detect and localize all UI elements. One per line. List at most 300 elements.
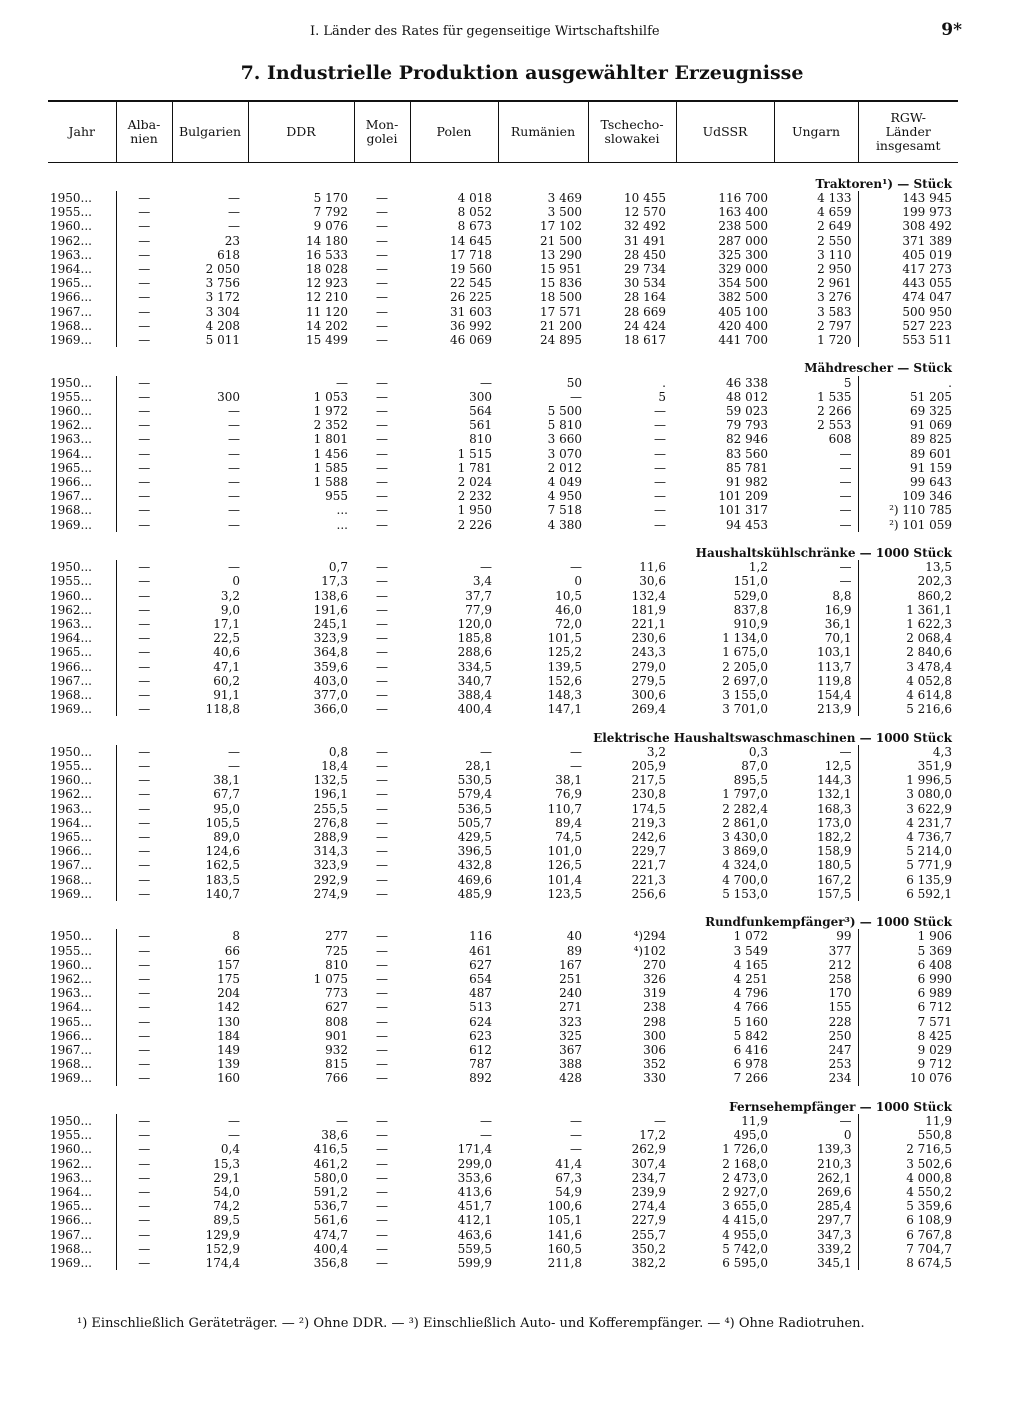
cell-rgw-total: 143 945	[858, 191, 958, 205]
cell-tschechoslowakei: 230,6	[631, 631, 666, 646]
cell-ddr: 277	[325, 929, 348, 944]
cell-ungarn: 258	[828, 972, 852, 986]
cell-year: 1968...	[48, 1057, 116, 1071]
cell-mongolei: —	[376, 872, 388, 887]
cell-albanien: —	[138, 574, 151, 589]
cell-tschechoslowakei: —	[654, 503, 666, 518]
cell-ddr: 773	[325, 986, 348, 1001]
cell-ungarn: 36,1	[824, 616, 852, 631]
cell-polen: 463,6	[457, 1227, 492, 1242]
cell-albanien: —	[138, 602, 151, 617]
cell-albanien: —	[138, 489, 151, 504]
cell-ungarn: —	[839, 574, 852, 589]
cell-udssr: 4 766	[733, 1000, 768, 1015]
col-header-tschechoslowakei: Tschecho- slowakei	[588, 101, 676, 162]
col-header-polen: Polen	[410, 101, 498, 162]
cell-mongolei: —	[376, 261, 388, 276]
cell-tschechoslowakei: 32 492	[624, 219, 666, 234]
cell-udssr: 6 978	[733, 1057, 768, 1072]
cell-rumaenien: 167	[559, 957, 582, 972]
cell-mongolei: —	[376, 702, 388, 717]
cell-polen: —	[480, 1128, 492, 1143]
cell-bulgarien: 139	[217, 1057, 240, 1072]
col-header-jahr: Jahr	[48, 101, 116, 162]
cell-bulgarien: 60,2	[213, 673, 240, 688]
cell-year: 1962...	[48, 234, 116, 248]
cell-year: 1966...	[48, 290, 116, 304]
cell-tschechoslowakei: 31 491	[624, 233, 666, 248]
cell-ddr: 2 352	[313, 418, 348, 433]
cell-year: 1964...	[48, 631, 116, 645]
cell-rgw-total: 371 389	[858, 234, 958, 248]
cell-mongolei: —	[376, 687, 388, 702]
cell-ungarn: 99	[836, 929, 852, 944]
cell-mongolei: —	[376, 1227, 388, 1242]
table-row	[48, 1043, 958, 1057]
table-row	[48, 1171, 958, 1185]
cell-rumaenien: 110,7	[547, 801, 582, 816]
cell-ungarn: 132,1	[817, 787, 852, 802]
cell-mongolei: —	[376, 787, 388, 802]
cell-year: 1950...	[48, 560, 116, 574]
cell-rgw-total: 5 216,6	[858, 702, 958, 716]
cell-tschechoslowakei: 306	[643, 1043, 666, 1058]
table-row	[48, 688, 958, 702]
cell-rgw-total: 4 052,8	[858, 674, 958, 688]
table-row	[48, 958, 958, 972]
cell-mongolei: —	[376, 1170, 388, 1185]
cell-tschechoslowakei: ⁴)102	[633, 943, 666, 958]
cell-tschechoslowakei: 30,6	[639, 574, 666, 589]
cell-polen: 120,0	[457, 616, 492, 631]
cell-year: 1965...	[48, 1015, 116, 1029]
cell-mongolei: —	[376, 560, 388, 575]
cell-ungarn: 16,9	[824, 602, 852, 617]
cell-albanien: —	[138, 332, 151, 347]
cell-year: 1962...	[48, 418, 116, 432]
cell-polen: 2 226	[457, 517, 492, 532]
cell-ddr: 38,6	[321, 1128, 348, 1143]
cell-year: 1967...	[48, 1228, 116, 1242]
cell-bulgarien: 38,1	[213, 773, 240, 788]
cell-rumaenien: 2 012	[547, 460, 582, 475]
cell-udssr: 5 160	[733, 1014, 768, 1029]
cell-tschechoslowakei: 221,3	[631, 872, 666, 887]
cell-albanien: —	[138, 1000, 151, 1015]
cell-tschechoslowakei: 3,2	[646, 744, 666, 759]
cell-polen: 8 673	[457, 219, 492, 234]
cell-rumaenien: 50	[566, 375, 582, 390]
cell-year: 1967...	[48, 305, 116, 319]
cell-rumaenien: 211,8	[547, 1256, 582, 1271]
cell-albanien: —	[138, 787, 151, 802]
table-row	[48, 1071, 958, 1085]
cell-ungarn: 155	[828, 1000, 852, 1015]
cell-ungarn: —	[839, 744, 852, 759]
cell-udssr: 1 675,0	[722, 645, 768, 660]
cell-tschechoslowakei: 242,6	[631, 829, 666, 844]
cell-ddr: 196,1	[313, 787, 348, 802]
cell-polen: 1 515	[457, 446, 492, 461]
cell-year: 1960...	[48, 404, 116, 418]
cell-polen: —	[480, 744, 492, 759]
cell-ddr: 810	[325, 957, 348, 972]
cell-polen: 787	[469, 1057, 492, 1072]
cell-tschechoslowakei: 279,5	[631, 673, 666, 688]
section-gap	[48, 532, 958, 546]
cell-rgw-total: 9 712	[858, 1057, 958, 1071]
cell-mongolei: —	[376, 1114, 388, 1129]
cell-bulgarien: —	[228, 503, 240, 518]
table-row	[48, 887, 958, 901]
cell-year: 1965...	[48, 830, 116, 844]
cell-ddr: 17,3	[321, 574, 348, 589]
section-title: Rundfunkempfänger³) — 1000 Stück	[705, 915, 952, 930]
cell-polen: 8 052	[457, 205, 492, 220]
cell-tschechoslowakei: 28 450	[624, 247, 666, 262]
cell-bulgarien: 66	[224, 943, 240, 958]
cell-rumaenien: 367	[559, 1043, 582, 1058]
cell-ddr: 292,9	[313, 872, 348, 887]
table-row	[48, 873, 958, 887]
cell-rgw-total: 5 369	[858, 944, 958, 958]
cell-rgw-total: 6 989	[858, 986, 958, 1000]
cell-year: 1965...	[48, 1199, 116, 1213]
cell-year: 1964...	[48, 447, 116, 461]
cell-ddr: 815	[325, 1057, 348, 1072]
cell-udssr: 101 209	[718, 489, 768, 504]
cell-mongolei: —	[376, 815, 388, 830]
cell-rgw-total: 89 825	[858, 432, 958, 446]
cell-mongolei: —	[376, 844, 388, 859]
cell-tschechoslowakei: 174,5	[631, 801, 666, 816]
table-row	[48, 674, 958, 688]
cell-tschechoslowakei: 132,4	[631, 588, 666, 603]
table-row	[48, 574, 958, 588]
cell-udssr: 5 153,0	[722, 886, 768, 901]
cell-ddr: 1 456	[313, 446, 348, 461]
cell-rumaenien: 125,2	[547, 645, 582, 660]
table-row	[48, 447, 958, 461]
cell-mongolei: —	[376, 247, 388, 262]
cell-udssr: 4 251	[733, 972, 768, 986]
cell-rgw-total: 5 771,9	[858, 858, 958, 872]
cell-albanien: —	[138, 1014, 151, 1029]
cell-year: 1966...	[48, 475, 116, 489]
cell-rgw-total: 6 108,9	[858, 1213, 958, 1227]
cell-bulgarien: 3 304	[205, 304, 240, 319]
cell-ungarn: 2 961	[817, 276, 852, 291]
cell-mongolei: —	[376, 801, 388, 816]
cell-mongolei: —	[376, 460, 388, 475]
cell-ddr: 901	[325, 1028, 348, 1043]
cell-rgw-total: 1 996,5	[858, 773, 958, 787]
table-row	[48, 205, 958, 219]
table-header	[48, 101, 958, 162]
cell-rumaenien: 13 290	[540, 247, 582, 262]
cell-rgw-total: 6 592,1	[858, 887, 958, 901]
cell-tschechoslowakei: 352	[643, 1057, 666, 1072]
cell-ddr: ...	[336, 517, 348, 532]
cell-udssr: 1,2	[748, 560, 768, 575]
cell-rgw-total: 10 076	[858, 1071, 958, 1085]
cell-tschechoslowakei: 330	[643, 1071, 666, 1086]
cell-rumaenien: 15 951	[540, 261, 582, 276]
table-row	[48, 844, 958, 858]
cell-ddr: 274,9	[313, 886, 348, 901]
cell-mongolei: —	[376, 588, 388, 603]
cell-albanien: —	[138, 261, 151, 276]
cell-albanien: —	[138, 943, 151, 958]
cell-ddr: ...	[336, 503, 348, 518]
table-row	[48, 745, 958, 759]
cell-rgw-total: 199 973	[858, 205, 958, 219]
cell-tschechoslowakei: 229,7	[631, 844, 666, 859]
table-row	[48, 816, 958, 830]
cell-polen: 2 024	[457, 474, 492, 489]
cell-tschechoslowakei: 10 455	[624, 190, 666, 205]
cell-ungarn: 3 276	[817, 290, 852, 305]
cell-ddr: 288,9	[313, 829, 348, 844]
cell-bulgarien: 17,1	[213, 616, 240, 631]
cell-tschechoslowakei: 221,7	[631, 858, 666, 873]
cell-polen: 185,8	[457, 631, 492, 646]
cell-rgw-total: 1 622,3	[858, 617, 958, 631]
cell-polen: 536,5	[457, 801, 492, 816]
cell-ungarn: —	[839, 446, 852, 461]
cell-mongolei: —	[376, 1028, 388, 1043]
cell-rumaenien: 126,5	[547, 858, 582, 873]
cell-albanien: —	[138, 702, 151, 717]
cell-bulgarien: —	[228, 205, 240, 220]
cell-mongolei: —	[376, 773, 388, 788]
table-row	[48, 248, 958, 262]
cell-bulgarien: 174,4	[205, 1256, 240, 1271]
cell-albanien: —	[138, 801, 151, 816]
cell-ungarn: 285,4	[817, 1199, 852, 1214]
cell-albanien: —	[138, 858, 151, 873]
cell-ddr: 808	[325, 1014, 348, 1029]
cell-bulgarien: 157	[217, 957, 240, 972]
cell-tschechoslowakei: 274,4	[631, 1199, 666, 1214]
cell-ungarn: —	[839, 560, 852, 575]
cell-bulgarien: 618	[217, 247, 240, 262]
section-heading	[48, 1100, 958, 1114]
cell-mongolei: —	[376, 290, 388, 305]
cell-bulgarien: 3 172	[205, 290, 240, 305]
cell-ungarn: 4 133	[817, 190, 852, 205]
cell-ungarn: 144,3	[817, 773, 852, 788]
cell-bulgarien: 15,3	[213, 1156, 240, 1171]
table-row	[48, 787, 958, 801]
cell-year: 1969...	[48, 1071, 116, 1085]
cell-udssr: 441 700	[718, 332, 768, 347]
cell-rgw-total: 6 408	[858, 958, 958, 972]
cell-albanien: —	[138, 1256, 151, 1271]
cell-year: 1967...	[48, 858, 116, 872]
section-heading	[48, 731, 958, 745]
cell-rgw-total: 69 325	[858, 404, 958, 418]
cell-bulgarien: 118,8	[205, 702, 240, 717]
cell-udssr: 1 072	[733, 929, 768, 944]
cell-rumaenien: 4 049	[547, 474, 582, 489]
cell-polen: 77,9	[465, 602, 492, 617]
cell-polen: 654	[469, 972, 492, 986]
cell-ungarn: 212	[828, 957, 852, 972]
cell-bulgarien: 67,7	[213, 787, 240, 802]
cell-year: 1960...	[48, 773, 116, 787]
cell-rgw-total: 51 205	[858, 390, 958, 404]
cell-ddr: 15 499	[306, 332, 348, 347]
cell-year: 1960...	[48, 589, 116, 603]
table-row	[48, 617, 958, 631]
cell-udssr: 7 266	[733, 1071, 768, 1086]
cell-mongolei: —	[376, 744, 388, 759]
cell-rgw-total: 2 068,4	[858, 631, 958, 645]
cell-ddr: 314,3	[313, 844, 348, 859]
table-row	[48, 1057, 958, 1071]
cell-bulgarien: 2 050	[205, 261, 240, 276]
table-row	[48, 1213, 958, 1227]
cell-ungarn: 8,8	[832, 588, 852, 603]
cell-albanien: —	[138, 276, 151, 291]
table-row	[48, 929, 958, 943]
cell-rgw-total: 2 716,5	[858, 1142, 958, 1156]
cell-ddr: 725	[325, 943, 348, 958]
cell-tschechoslowakei: 243,3	[631, 645, 666, 660]
cell-udssr: 6 595,0	[722, 1256, 768, 1271]
cell-ungarn: 103,1	[817, 645, 852, 660]
cell-ddr: 627	[325, 1000, 348, 1015]
col-header-ungarn: Ungarn	[774, 101, 858, 162]
cell-ungarn: 608	[828, 432, 852, 447]
cell-ddr: 14 180	[306, 233, 348, 248]
section-gap	[48, 162, 958, 177]
cell-ungarn: 0	[843, 1128, 852, 1143]
cell-polen: 513	[469, 1000, 492, 1015]
table-row	[48, 986, 958, 1000]
col-header-rgw-total: RGW- Länder insgesamt	[858, 101, 958, 162]
cell-udssr: 2 168,0	[722, 1156, 768, 1171]
cell-ungarn: —	[839, 474, 852, 489]
cell-year: 1963...	[48, 802, 116, 816]
cell-mongolei: —	[376, 659, 388, 674]
cell-albanien: —	[138, 418, 151, 433]
table-row	[48, 390, 958, 404]
cell-polen: 505,7	[457, 815, 492, 830]
cell-year: 1955...	[48, 944, 116, 958]
cell-ungarn: 345,1	[817, 1256, 852, 1271]
cell-albanien: —	[138, 318, 151, 333]
cell-albanien: —	[138, 1142, 151, 1157]
cell-polen: 3,4	[472, 574, 492, 589]
cell-mongolei: —	[376, 986, 388, 1001]
cell-rumaenien: —	[570, 744, 582, 759]
cell-rgw-total: 4 736,7	[858, 830, 958, 844]
cell-polen: 299,0	[457, 1156, 492, 1171]
cell-polen: —	[480, 560, 492, 575]
cell-mongolei: —	[376, 489, 388, 504]
cell-year: 1960...	[48, 1142, 116, 1156]
cell-bulgarien: —	[228, 1114, 240, 1129]
cell-year: 1969...	[48, 702, 116, 716]
cell-rumaenien: 3 500	[547, 205, 582, 220]
cell-ungarn: 154,4	[817, 687, 852, 702]
table-row	[48, 830, 958, 844]
cell-tschechoslowakei: 298	[643, 1014, 666, 1029]
cell-rumaenien: 89	[566, 943, 582, 958]
cell-ungarn: —	[839, 1114, 852, 1129]
cell-tschechoslowakei: 29 734	[624, 261, 666, 276]
table-row	[48, 489, 958, 503]
cell-year: 1955...	[48, 390, 116, 404]
cell-mongolei: —	[376, 432, 388, 447]
cell-udssr: 94 453	[726, 517, 768, 532]
table-row	[48, 1242, 958, 1256]
cell-ungarn: 158,9	[817, 844, 852, 859]
cell-year: 1950...	[48, 376, 116, 390]
cell-bulgarien: —	[228, 460, 240, 475]
cell-ddr: 416,5	[313, 1142, 348, 1157]
cell-mongolei: —	[376, 929, 388, 944]
col-header-rumaenien: Rumänien	[498, 101, 588, 162]
section-gap	[48, 1086, 958, 1100]
cell-ddr: 12 923	[306, 276, 348, 291]
cell-udssr: 4 955,0	[722, 1227, 768, 1242]
cell-year: 1969...	[48, 1256, 116, 1270]
cell-year: 1966...	[48, 660, 116, 674]
cell-rumaenien: 240	[559, 986, 582, 1001]
cell-ddr: 591,2	[313, 1185, 348, 1200]
cell-tschechoslowakei: 181,9	[631, 602, 666, 617]
cell-rumaenien: 101,4	[547, 872, 582, 887]
table-row	[48, 461, 958, 475]
table-row	[48, 404, 958, 418]
cell-rgw-total: 7 571	[858, 1015, 958, 1029]
cell-albanien: —	[138, 986, 151, 1001]
cell-mongolei: —	[376, 616, 388, 631]
cell-year: 1950...	[48, 1114, 116, 1128]
cell-rgw-total: 308 492	[858, 219, 958, 233]
cell-ungarn: 347,3	[817, 1227, 852, 1242]
cell-ungarn: —	[839, 517, 852, 532]
cell-udssr: 6 416	[733, 1043, 768, 1058]
cell-year: 1955...	[48, 1128, 116, 1142]
cell-mongolei: —	[376, 1256, 388, 1271]
cell-udssr: 101 317	[718, 503, 768, 518]
cell-year: 1969...	[48, 887, 116, 901]
cell-albanien: —	[138, 872, 151, 887]
cell-polen: 413,6	[457, 1185, 492, 1200]
cell-ddr: 1 053	[313, 389, 348, 404]
cell-bulgarien: —	[228, 190, 240, 205]
section-title: Haushaltskühlschränke — 1000 Stück	[695, 545, 952, 560]
cell-polen: 412,1	[457, 1213, 492, 1228]
table-row	[48, 290, 958, 304]
cell-ddr: 132,5	[313, 773, 348, 788]
cell-rumaenien: 46,0	[555, 602, 582, 617]
cell-rumaenien: —	[570, 1128, 582, 1143]
cell-rumaenien: 21 200	[540, 318, 582, 333]
table-row	[48, 802, 958, 816]
cell-ddr: 1 801	[313, 432, 348, 447]
table-row	[48, 759, 958, 773]
cell-polen: 340,7	[457, 673, 492, 688]
cell-ungarn: 2 797	[817, 318, 852, 333]
cell-ddr: 245,1	[313, 616, 348, 631]
cell-udssr: 4 415,0	[722, 1213, 768, 1228]
cell-rumaenien: 3 660	[547, 432, 582, 447]
